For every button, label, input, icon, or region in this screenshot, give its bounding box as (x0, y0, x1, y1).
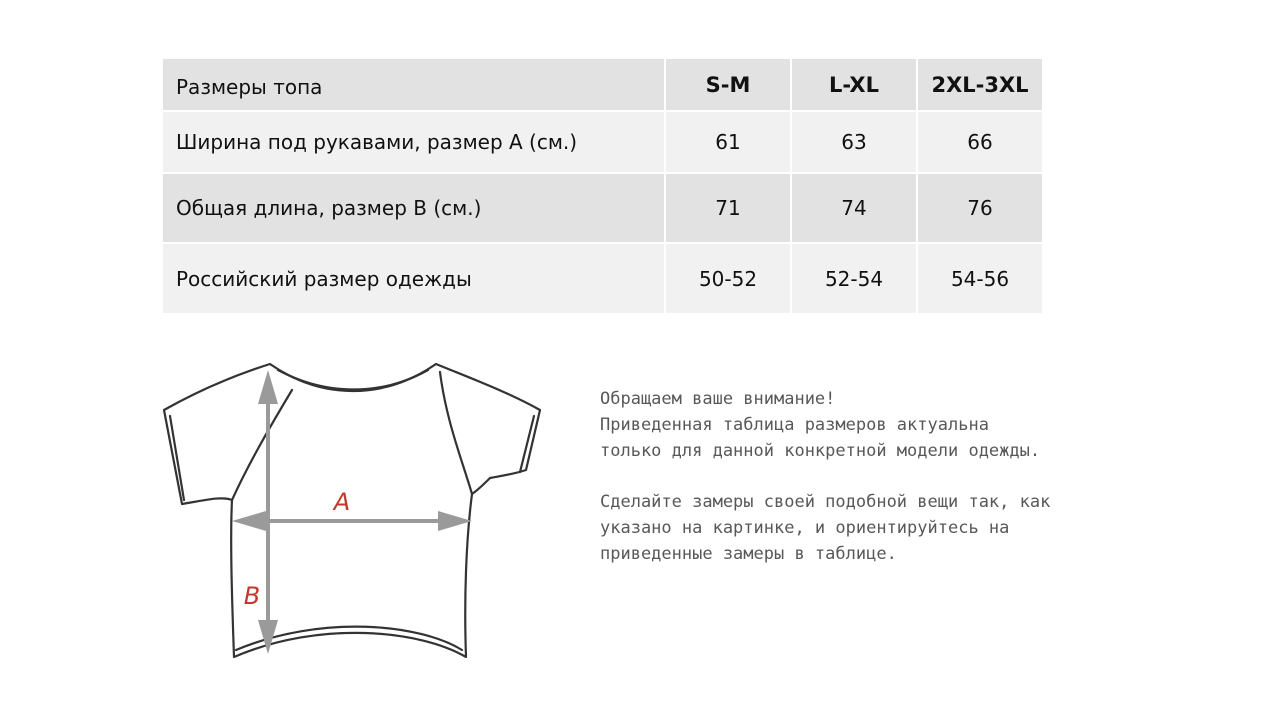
width-label-a: A (333, 488, 351, 516)
notes-line: Приведенная таблица размеров актуальна (600, 415, 989, 435)
cell-value: 61 (665, 111, 791, 173)
cell-value: 76 (917, 173, 1042, 243)
cell-value: 71 (665, 173, 791, 243)
notes-paragraph-attention (600, 386, 1100, 464)
tshirt-measurement-diagram (160, 358, 550, 668)
notes-line: приведенные замеры в таблице. (600, 544, 897, 564)
cell-value: 63 (791, 111, 917, 173)
row-label: Общая длина, размер В (см.) (163, 173, 665, 243)
notes-line: Сделайте замеры своей подобной вещи так, как (600, 492, 1051, 512)
cell-value: 74 (791, 173, 917, 243)
row-label: Ширина под рукавами, размер А (см.) (163, 111, 665, 173)
cell-value: 54-56 (917, 243, 1042, 313)
table-header-row (163, 59, 1042, 111)
table-row-russian-size (163, 243, 1042, 313)
notes-line: только для данной конкретной модели одежды. (600, 441, 1041, 461)
cell-value: 66 (917, 111, 1042, 173)
length-label-b: B (243, 582, 261, 610)
notes-line: Обращаем ваше внимание! (600, 389, 836, 409)
size-header-s-m: S-M (665, 59, 791, 111)
size-header-2xl-3xl: 2XL-3XL (917, 59, 1042, 111)
cell-value: 50-52 (665, 243, 791, 313)
tshirt-outline (164, 364, 540, 657)
size-header-l-xl: L-XL (791, 59, 917, 111)
row-label: Российский размер одежды (163, 243, 665, 313)
table-header-label: Размеры топа (163, 59, 665, 111)
length-arrow (258, 370, 278, 654)
size-notes (600, 386, 1100, 567)
cell-value: 52-54 (791, 243, 917, 313)
notes-paragraph-instructions (600, 489, 1100, 567)
table-row-width (163, 111, 1042, 173)
notes-line: указано на картинке, и ориентируйтесь на (600, 518, 1010, 538)
size-chart-table (163, 59, 1042, 313)
table-row-length (163, 173, 1042, 243)
